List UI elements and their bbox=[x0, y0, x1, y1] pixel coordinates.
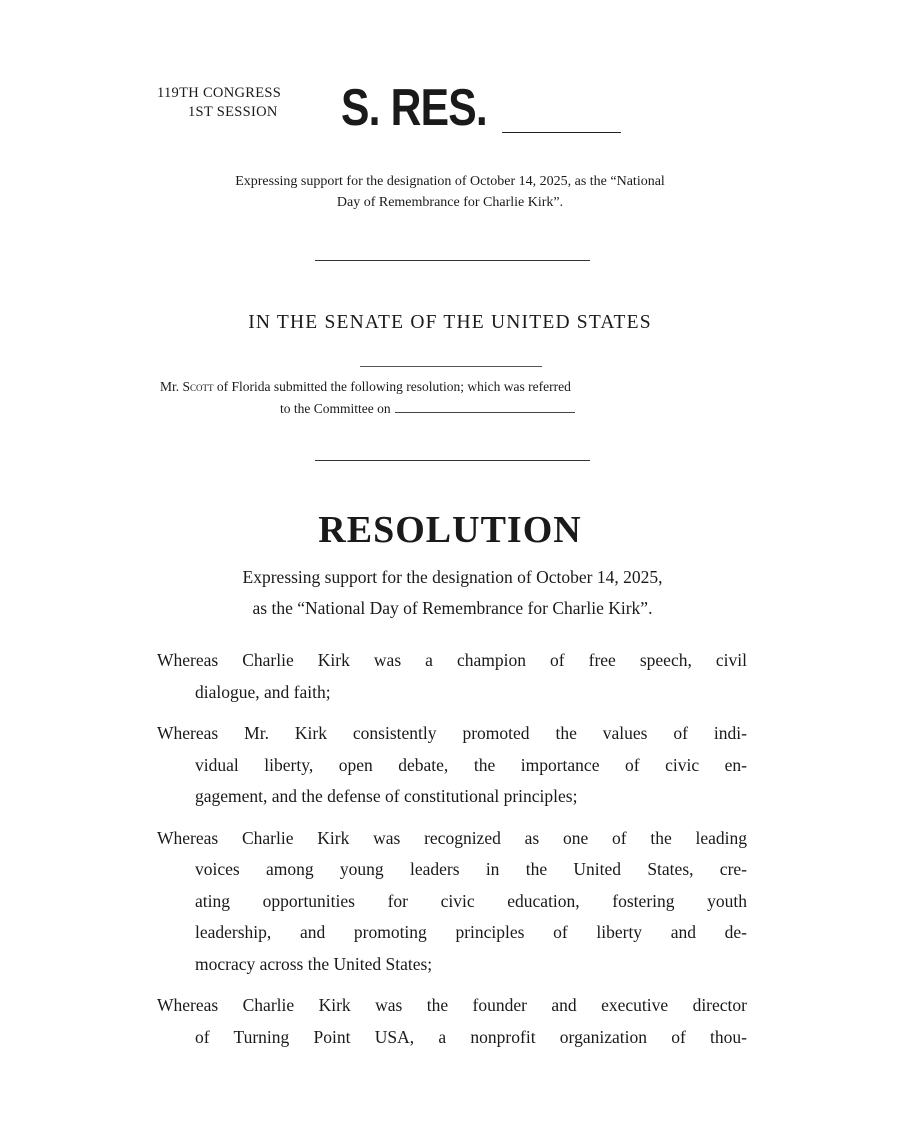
session-label: 1ST SESSION bbox=[188, 104, 278, 120]
chamber-heading: IN THE SENATE OF THE UNITED STATES bbox=[248, 312, 652, 333]
official-title-line-2: as the “National Day of Remembrance for Charlie Kirk”. bbox=[252, 598, 653, 618]
resolution-heading: RESOLUTION bbox=[318, 509, 582, 551]
congress-session-block bbox=[157, 84, 281, 122]
sponsor-name: Scott bbox=[182, 379, 214, 394]
committee-blank bbox=[395, 400, 575, 413]
short-divider-rule bbox=[360, 366, 542, 367]
sponsor-statement bbox=[160, 376, 745, 420]
committee-label: to the Committee on bbox=[280, 401, 391, 416]
committee-line bbox=[160, 398, 745, 420]
official-title bbox=[160, 562, 745, 624]
congress-label: 119TH CONGRESS bbox=[157, 85, 282, 101]
short-title bbox=[140, 171, 760, 213]
sponsor-prefix: Mr. bbox=[160, 379, 183, 394]
clause-line: Whereas Charlie Kirk was recognized as one of the leading bbox=[157, 827, 747, 848]
divider-rule bbox=[315, 460, 590, 461]
whereas-clauses bbox=[157, 645, 747, 1063]
short-title-line-1: Expressing support for the designation of October 14, 2025, as the “National bbox=[235, 174, 665, 189]
clause-line: of Turning Point USA, a nonprofit organization of thou- bbox=[195, 1026, 747, 1047]
sponsor-line-1-rest: of Florida submitted the following resolution; which was referred bbox=[213, 379, 571, 394]
clause-line: Whereas Mr. Kirk consistently promoted the values of indi- bbox=[157, 723, 747, 743]
bill-number-blank bbox=[502, 132, 621, 133]
bill-type-label: S. RES. bbox=[341, 79, 487, 137]
clause-line: vidual liberty, open debate, the importance of civic en- bbox=[195, 754, 747, 775]
clause-line: Whereas Charlie Kirk was the founder and executive director bbox=[157, 995, 747, 1015]
clause-line: Whereas Charlie Kirk was a champion of free speech, civil bbox=[157, 650, 747, 670]
whereas-clause bbox=[157, 645, 747, 708]
short-title-line-2: Day of Remembrance for Charlie Kirk”. bbox=[336, 195, 564, 210]
whereas-clause bbox=[157, 990, 747, 1053]
whereas-clause bbox=[157, 718, 747, 813]
divider-rule bbox=[315, 260, 590, 261]
clause-line: dialogue, and faith; bbox=[195, 681, 331, 702]
clause-line: ating opportunities for civic education, fostering youth bbox=[195, 890, 747, 911]
whereas-clause bbox=[157, 823, 747, 981]
clause-line: voices among young leaders in the United States, cre- bbox=[195, 859, 747, 879]
clause-line: gagement, and the defense of constitutional principles; bbox=[195, 786, 578, 806]
clause-line: mocracy across the United States; bbox=[195, 953, 433, 974]
clause-line: leadership, and promoting principles of liberty and de- bbox=[195, 922, 747, 942]
official-title-line-1: Expressing support for the designation of October 14, 2025, bbox=[242, 567, 663, 587]
